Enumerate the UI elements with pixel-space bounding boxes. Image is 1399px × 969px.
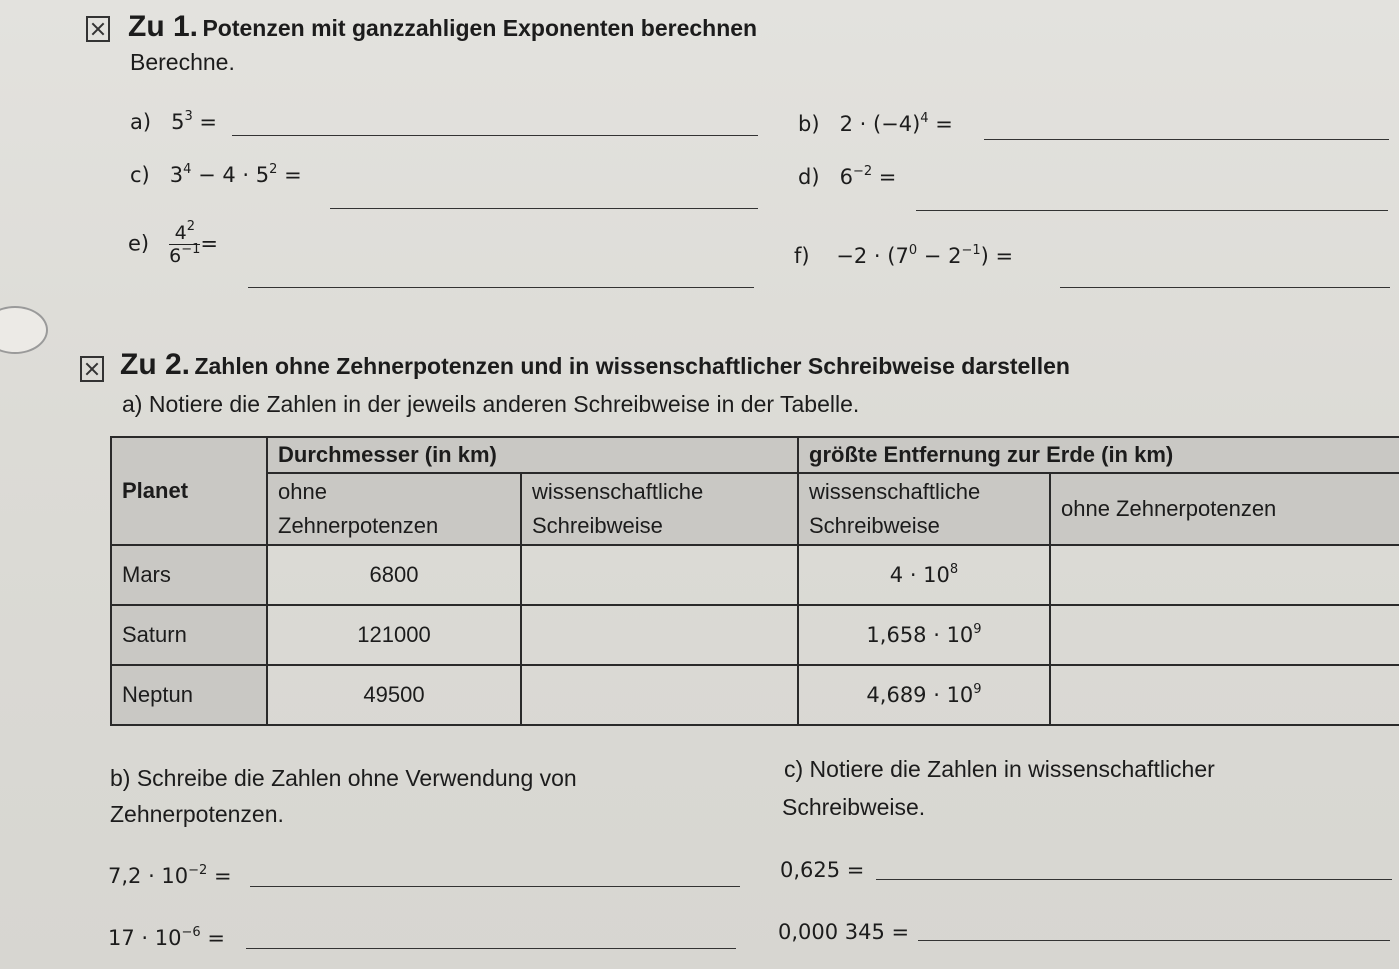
header-distance: größte Entfernung zur Erde (in km) <box>798 437 1399 473</box>
planet-name: Mars <box>111 545 267 605</box>
punch-hole <box>0 306 48 354</box>
answer-line-c1[interactable] <box>876 879 1392 880</box>
empty-answer-cell[interactable] <box>1050 545 1399 605</box>
table-row <box>111 665 1399 725</box>
empty-answer-cell[interactable] <box>1050 665 1399 725</box>
diameter-value: 49500 <box>267 665 521 725</box>
part-c-item-1: 0,625 = <box>780 858 865 882</box>
task1-item-a: a) $5^3$ = <box>130 109 218 134</box>
planet-table <box>110 436 1399 726</box>
distance-value: $1,658 \cdot 10^9$ <box>798 605 1050 665</box>
table-row <box>111 605 1399 665</box>
part-b-item-1: $7,2 \cdot 10^{-2}$ = <box>108 863 232 888</box>
answer-line-a[interactable] <box>232 135 758 136</box>
task2-number: Zu 2. <box>120 348 191 381</box>
task1-item-e: e) $\frac{4^2}{6^{-1}}$ = <box>128 219 219 267</box>
subheader-ohne-distance: ohne Zehnerpotenzen <box>1050 473 1399 545</box>
task2-heading <box>120 348 1070 382</box>
empty-answer-cell[interactable] <box>1050 605 1399 665</box>
task2-title: Zahlen ohne Zehnerpotenzen und in wissenschaftlicher Schreibweise darstellen <box>194 353 1070 379</box>
answer-line-d[interactable] <box>916 210 1388 211</box>
worksheet-icon <box>80 356 104 382</box>
task2-part-c-line1: c) Notiere die Zahlen in wissenschaftlicher <box>784 756 1215 782</box>
subheader-ohne: ohne Zehnerpotenzen <box>267 473 521 545</box>
task2-part-c-line2: Schreibweise. <box>782 794 926 820</box>
answer-line-b[interactable] <box>984 139 1389 140</box>
task1-title: Potenzen mit ganzzahligen Exponenten berechnen <box>202 15 758 41</box>
planet-name: Saturn <box>111 605 267 665</box>
diameter-value: 121000 <box>267 605 521 665</box>
answer-line-c2[interactable] <box>918 940 1390 941</box>
task2-part-b-line2: Zehnerpotenzen. <box>110 801 284 827</box>
task1-item-f: f) $-2 \cdot (7^0 - 2^{-1})$ = <box>794 243 1014 268</box>
task1-item-d: d) $6^{-2}$ = <box>798 164 897 189</box>
subheader-wissenschaftlich: wissenschaftliche Schreibweise <box>521 473 798 545</box>
task1-instruction: Berechne. <box>130 49 235 75</box>
subheader-wissenschaftlich-distance: wissenschaftliche Schreibweise <box>798 473 1050 545</box>
task1-number: Zu 1. <box>128 10 199 43</box>
task1-item-c: c) $3^4 - 4 \cdot 5^2$ = <box>130 162 302 187</box>
part-c-item-2: 0,000 345 = <box>778 920 910 944</box>
answer-line-f[interactable] <box>1060 287 1390 288</box>
planet-name: Neptun <box>111 665 267 725</box>
task2-part-a: a) Notiere die Zahlen in der jeweils anderen Schreibweise in der Tabelle. <box>122 391 860 417</box>
answer-line-b1[interactable] <box>250 886 740 887</box>
header-planet: Planet <box>111 437 267 545</box>
task1-heading <box>128 10 757 44</box>
task2-part-b-line1: b) Schreibe die Zahlen ohne Verwendung von <box>110 765 577 791</box>
empty-answer-cell[interactable] <box>521 605 798 665</box>
answer-line-c[interactable] <box>330 208 758 209</box>
part-b-item-2: $17 \cdot 10^{-6}$ = <box>108 925 225 950</box>
table-row <box>111 545 1399 605</box>
header-diameter: Durchmesser (in km) <box>267 437 798 473</box>
answer-line-e[interactable] <box>248 287 754 288</box>
answer-line-b2[interactable] <box>246 948 736 949</box>
worksheet-icon <box>86 16 110 42</box>
distance-value: $4 \cdot 10^8$ <box>798 545 1050 605</box>
empty-answer-cell[interactable] <box>521 545 798 605</box>
fraction: $\frac{4^2}{6^{-1}}$ <box>169 219 201 267</box>
task1-item-b: b) $2 \cdot (-4)^4$ = <box>798 111 953 136</box>
distance-value: $4,689 \cdot 10^9$ <box>798 665 1050 725</box>
empty-answer-cell[interactable] <box>521 665 798 725</box>
diameter-value: 6800 <box>267 545 521 605</box>
